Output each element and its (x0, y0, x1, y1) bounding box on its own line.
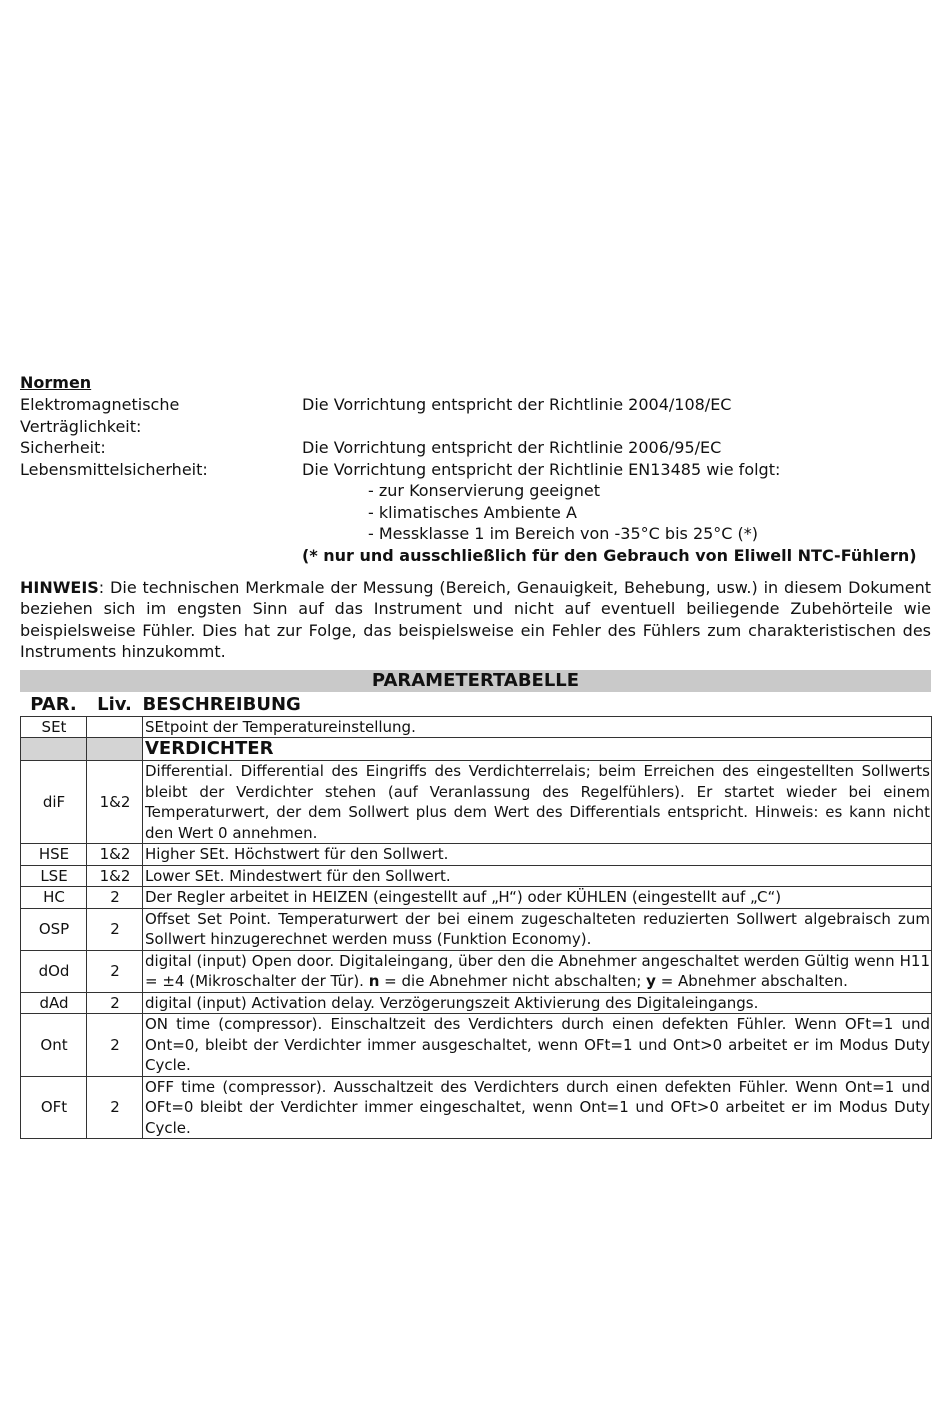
param-description (143, 950, 932, 992)
table-row (21, 844, 932, 866)
norm-value: Die Vorrichtung entspricht der Richtlinie EN13485 wie folgt: (302, 459, 781, 479)
hinweis-label: HINWEIS (20, 577, 99, 597)
norm-label: Lebensmittelsicherheit: (20, 459, 208, 479)
table-row (21, 761, 932, 844)
param-code: OSP (21, 908, 87, 950)
table-row (21, 950, 932, 992)
param-level (87, 716, 143, 738)
desc-part: = die Abnehmer nicht abschalten; (379, 972, 647, 990)
norm-label: Sicherheit: (20, 438, 106, 457)
section-blank-cell (87, 738, 143, 761)
param-level: 2 (87, 887, 143, 909)
hinweis-paragraph (20, 577, 931, 663)
param-level: 2 (87, 908, 143, 950)
document-page (20, 372, 931, 1139)
header-liv: Liv. (97, 693, 132, 715)
section-row-verdichter (21, 738, 932, 761)
param-code: SEt (21, 716, 87, 738)
param-code: diF (21, 761, 87, 844)
table-row (21, 865, 932, 887)
param-description: Lower SEt. Mindestwert für den Sollwert. (143, 865, 932, 887)
param-code: dAd (21, 992, 87, 1014)
norm-row-sicherheit (20, 437, 931, 459)
param-description: digital (input) Activation delay. Verzögerungszeit Aktivierung des Digitaleingangs. (143, 992, 932, 1014)
param-description: Der Regler arbeitet in HEIZEN (eingestellt auf „H“) oder KÜHLEN (eingestellt auf „C“) (143, 887, 932, 909)
param-level: 2 (87, 1014, 143, 1077)
table-header-row (21, 692, 932, 717)
section-blank-cell (21, 738, 87, 761)
desc-part: digital (input) Open door. Digitaleingang, über den die Abnehmer angeschaltet werden Gültig wenn H11 = ±4 (Mikroschalter der Tür). (145, 951, 930, 990)
table-row (21, 992, 932, 1014)
param-level: 1&2 (87, 865, 143, 887)
norm-value: Die Vorrichtung entspricht der Richtlinie 2006/95/EC (302, 438, 722, 457)
header-par: PAR. (30, 693, 77, 715)
param-level: 2 (87, 1076, 143, 1139)
norm-label: Elektromagnetische Verträglichkeit: (20, 395, 180, 436)
desc-bold-n: n (368, 972, 380, 990)
param-code: OFt (21, 1076, 87, 1139)
param-description: Offset Set Point. Temperaturwert der bei einem zugeschalteten reduzierten Sollwert algebraisch zum Sollwert hinzugerechnet werden muss (Funktion Economy). (143, 908, 932, 950)
parameter-table (20, 692, 932, 1140)
ntc-note: (* nur und ausschließlich für den Gebrauch von Eliwell NTC-Fühlern) (302, 545, 917, 565)
param-code: dOd (21, 950, 87, 992)
param-level: 2 (87, 950, 143, 992)
param-level: 1&2 (87, 761, 143, 844)
table-row (21, 887, 932, 909)
param-description: Differential. Differential des Eingriffs des Verdichterrelais; beim Erreichen des eingestellten Sollwerts bleibt der Verdichter stehen (auf Veranlassung des Regelfühlers). Er startet wieder bei einem Temperaturwert, der dem Sollwert plus dem Wert des Differentials entspricht. Hinweis: es kann nicht den Wert 0 annehmen. (143, 761, 932, 844)
norm-value: Die Vorrichtung entspricht der Richtlinie 2004/108/EC (302, 395, 732, 414)
param-code: LSE (21, 865, 87, 887)
norm-bullet: - Messklasse 1 im Bereich von -35°C bis 25°C (*) (368, 524, 759, 543)
norm-bullet: - klimatisches Ambiente A (368, 502, 577, 522)
normen-heading: Normen (20, 373, 92, 392)
desc-bold-y: y (646, 972, 656, 990)
param-code: HSE (21, 844, 87, 866)
param-description: Higher SEt. Höchstwert für den Sollwert. (143, 844, 932, 866)
param-code: Ont (21, 1014, 87, 1077)
norm-bullet: - zur Konservierung geeignet (368, 481, 601, 500)
table-row (21, 908, 932, 950)
param-code: HC (21, 887, 87, 909)
section-title: VERDICHTER (143, 738, 932, 761)
param-description: OFF time (compressor). Ausschaltzeit des Verdichters durch einen defekten Fühler. Wenn Ont=1 und OFt=0 bleibt der Verdichter immer eingeschaltet, wenn Ont=1 und OFt>0 arbeitet er im Modus Duty Cycle. (143, 1076, 932, 1139)
param-level: 1&2 (87, 844, 143, 866)
table-row (21, 716, 932, 738)
table-row (21, 1076, 932, 1139)
desc-part: = Abnehmer abschalten. (655, 972, 848, 990)
param-level: 2 (87, 992, 143, 1014)
table-row (21, 1014, 932, 1077)
parameter-table-title: PARAMETERTABELLE (20, 670, 931, 692)
param-description: ON time (compressor). Einschaltzeit des Verdichters durch einen defekten Fühler. Wenn OFt=1 und Ont=0, bleibt der Verdichter immer ausgeschaltet, wenn OFt=1 und Ont>0 arbeitet er im Modus Duty Cycle. (143, 1014, 932, 1077)
norm-row-emv (20, 394, 931, 437)
norm-row-lebensmittel (20, 459, 931, 481)
hinweis-text: : Die technischen Merkmale der Messung (Bereich, Genauigkeit, Behebung, usw.) in diesem Dokument beziehen sich im engsten Sinn auf das Instrument und nicht auf eventuell beiliegende Zubehörteile wie beispielsweise Fühler. Dies hat zur Folge, das beispielsweise ein Fehler des Fühlers zum charakteristischen des Instruments hinzukommt. (20, 577, 931, 661)
header-beschreibung: BESCHREIBUNG (142, 693, 301, 715)
param-description: SEtpoint der Temperatureinstellung. (143, 716, 932, 738)
